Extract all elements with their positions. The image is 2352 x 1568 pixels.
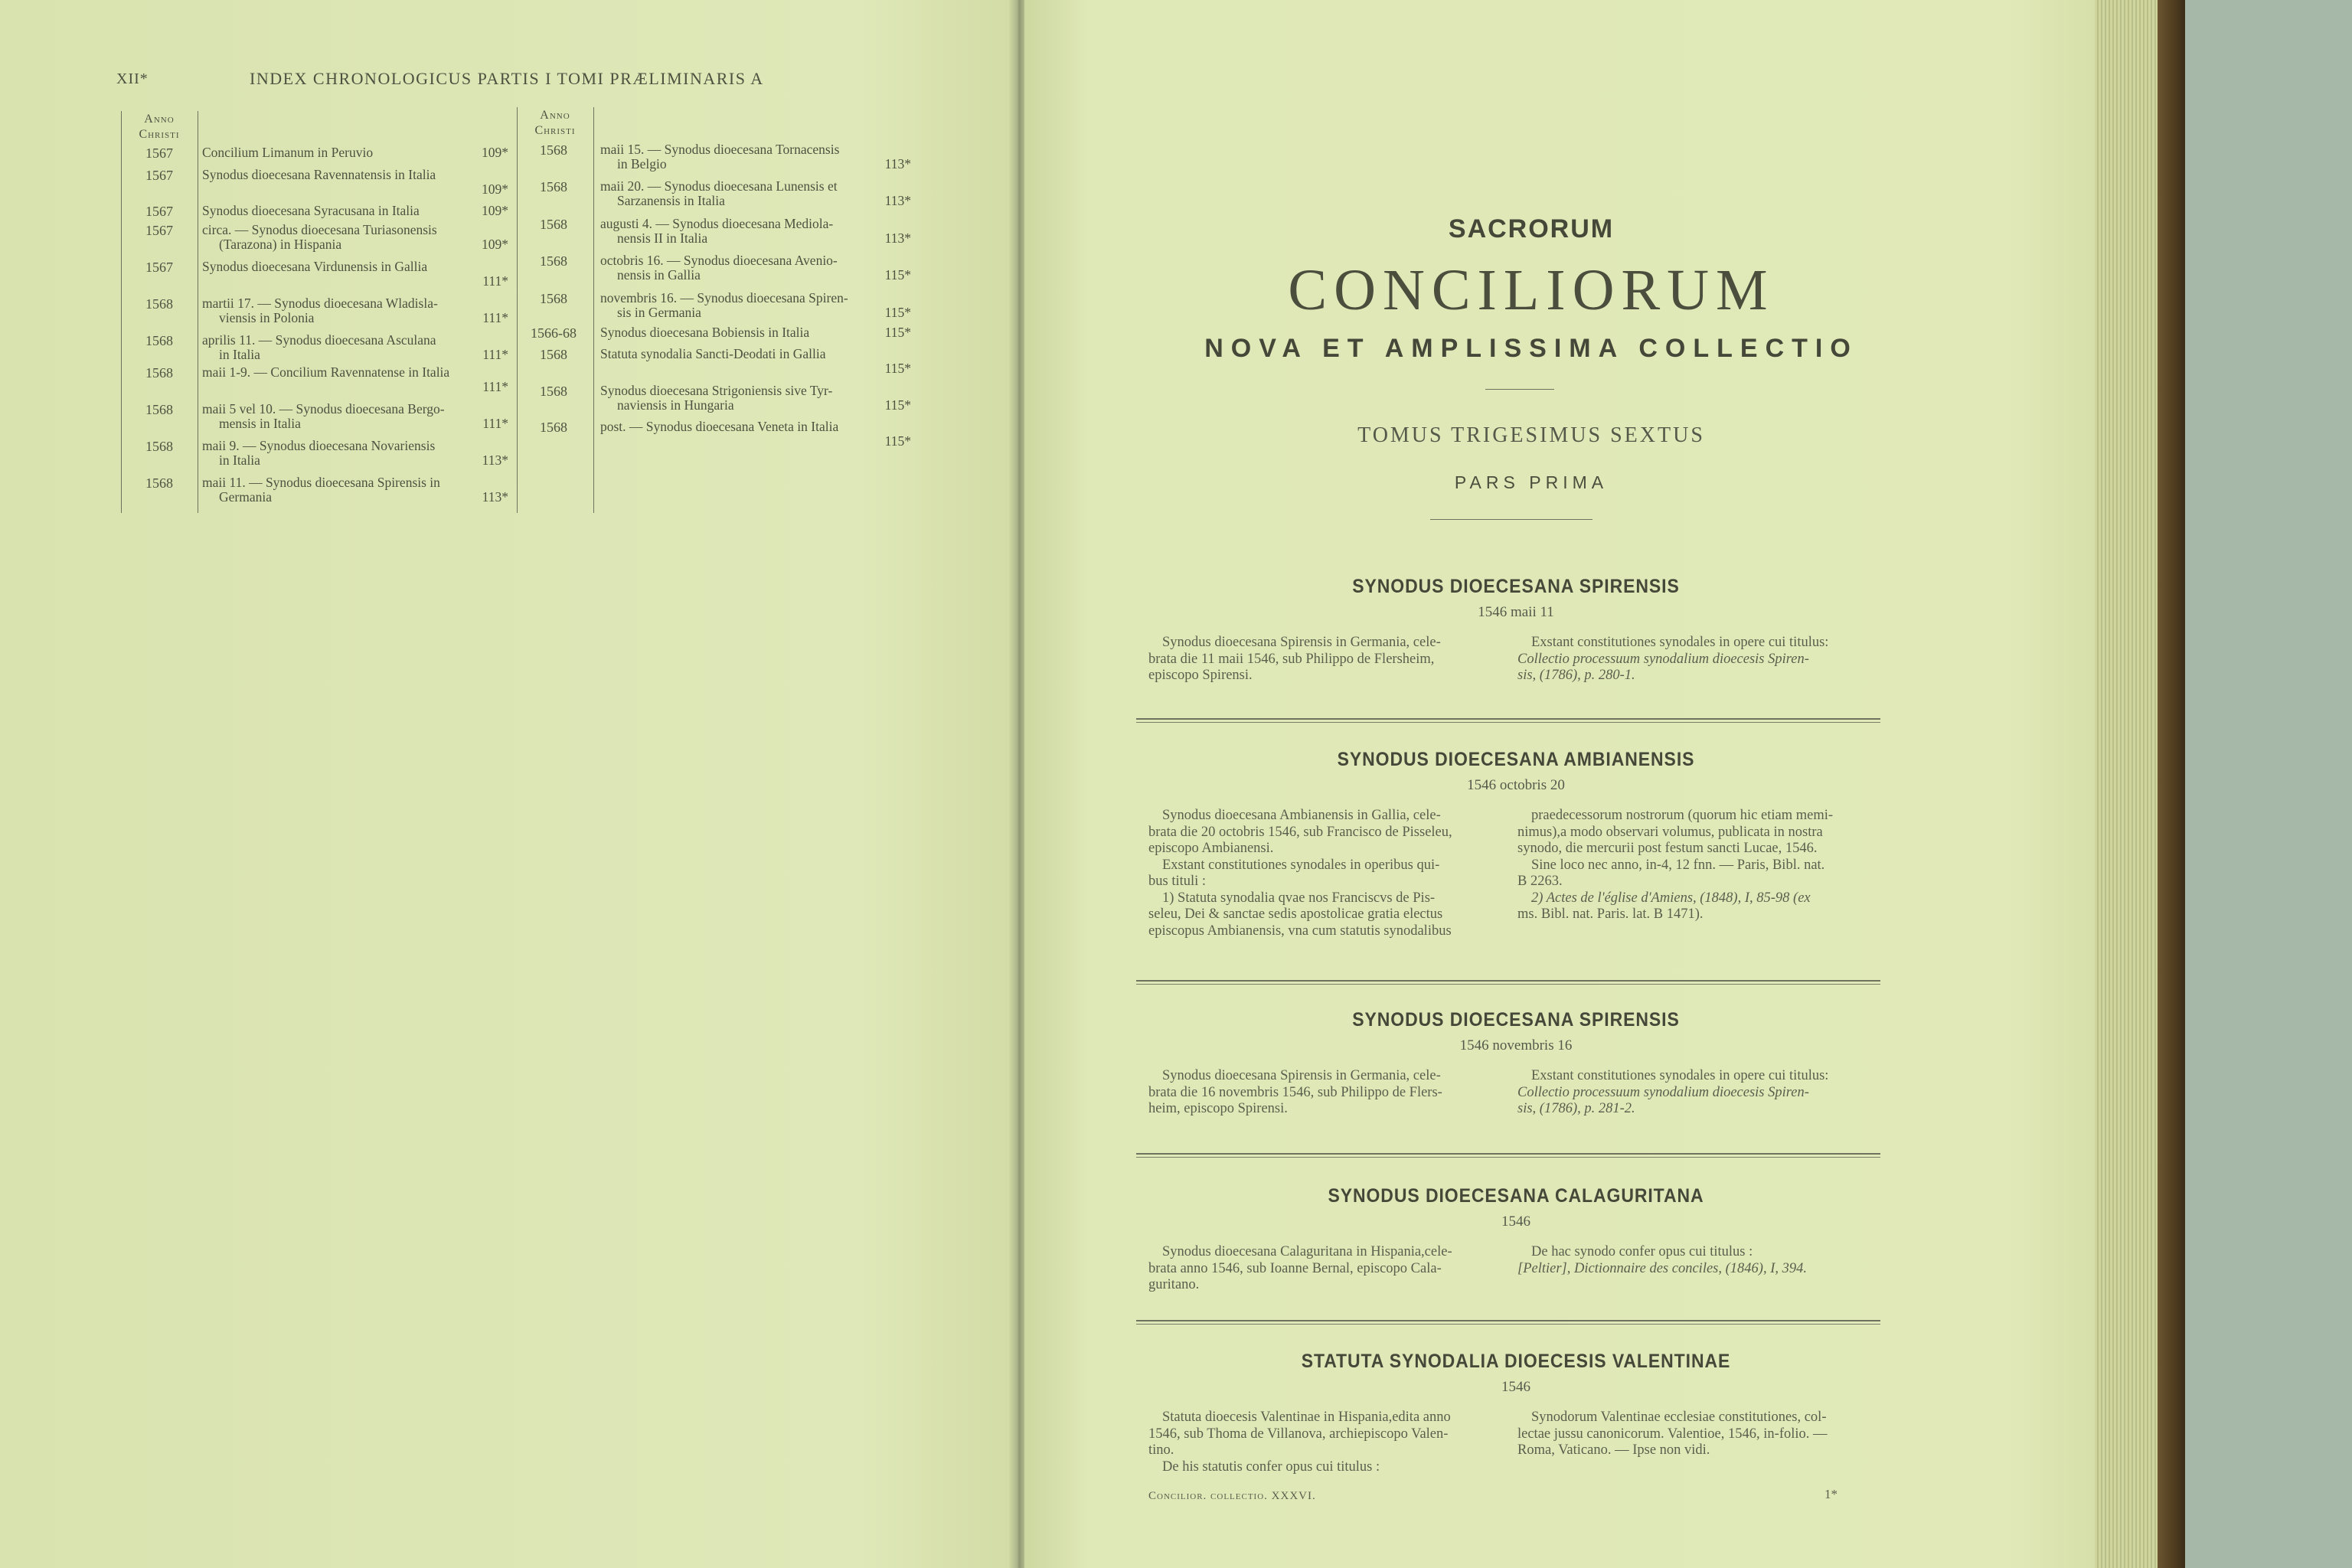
section-text-line: ms. Bibl. nat. Paris. lat. B 1471).: [1517, 906, 1704, 922]
index-entry-line: [600, 291, 911, 305]
index-entry-line: [202, 365, 508, 380]
index-entry: [600, 253, 911, 283]
index-entry-line: [202, 145, 508, 160]
index-entry-line: [600, 142, 911, 157]
index-entry: [600, 179, 911, 208]
index-year: 1566-68: [531, 325, 577, 341]
section-text-line: Statuta dioecesis Valentinae in Hispania,edita anno: [1162, 1410, 1451, 1425]
section-text-line: synodo, die mercurii post festum sancti Lucae, 1546.: [1517, 841, 1818, 856]
section-text-line: Sine loco nec anno, in-4, 12 fnn. — Paris, Bibl. nat.: [1531, 857, 1825, 873]
section-text-line: lectae jussu canonicorum. Valentioe, 1546, in-folio. —: [1517, 1426, 1828, 1442]
section-text-line: [Peltier], Dictionnaire des conciles, (1846), I, 394.: [1517, 1260, 1807, 1276]
section-text-line: sis, (1786), p. 280-1.: [1517, 668, 1635, 683]
section-text-line: Synodus dioecesana Spirensis in Germania, cele-: [1162, 635, 1441, 650]
index-entry-line: [202, 274, 508, 289]
section-text-line: nimus),a modo observari volumus, publicata in nostra: [1517, 824, 1823, 840]
index-entry-line: [202, 223, 508, 237]
index-entry: [600, 384, 911, 413]
index-entry-text: in Italia: [219, 347, 260, 362]
index-entry-line: [600, 253, 911, 268]
column-header-christi: Christi: [534, 124, 576, 137]
index-entry-line: [202, 439, 508, 453]
section-text-line: 2) Actes de l'église d'Amiens, (1848), I, 85-98 (ex: [1531, 890, 1811, 906]
index-entry: [202, 365, 508, 394]
section-title: SYNODUS DIOECESANA SPIRENSIS: [1352, 1009, 1680, 1031]
section-text-line: Exstant constitutiones synodales in opere cui titulus:: [1531, 635, 1829, 650]
section-date: 1546: [1501, 1214, 1530, 1230]
index-entry-text: sis in Germania: [617, 305, 701, 320]
index-page-ref: 113*: [884, 193, 911, 208]
index-entry-text: Concilium Limanum in Peruvio: [202, 145, 374, 160]
index-entry-text: post. — Synodus dioecesana Veneta in Italia: [600, 419, 839, 434]
section-text-line: Synodus dioecesana Ambianensis in Gallia, cele-: [1162, 808, 1441, 823]
section-title: STATUTA SYNODALIA DIOECESIS VALENTINAE: [1301, 1351, 1731, 1372]
index-year: 1568: [540, 420, 567, 435]
section-text-line: 1) Statuta synodalia qvae nos Franciscvs de Pis-: [1162, 890, 1436, 906]
section-text-line: praedecessorum nostrorum (quorum hic etiam memi-: [1531, 808, 1834, 823]
index-entry-text: Synodus dioecesana Strigoniensis sive Tyr-: [600, 383, 833, 398]
title-rule: [1485, 389, 1554, 390]
section-text-line: heim, episcopo Spirensi.: [1148, 1101, 1288, 1116]
part-rule: [1430, 519, 1592, 520]
section-text-line: episcopo Spirensi.: [1148, 668, 1253, 683]
section-text-line: guritano.: [1148, 1277, 1200, 1292]
index-entry-text: in Italia: [219, 452, 260, 468]
index-entry-line: [600, 384, 911, 398]
section-text-line: episcopus Ambianensis, vna cum statutis synodalibus: [1148, 923, 1452, 939]
index-entry-text: Sarzanensis in Italia: [617, 193, 725, 208]
index-entry-text: Synodus dioecesana Syracusana in Italia: [202, 203, 420, 218]
index-entry-line: [202, 296, 508, 311]
index-entry-text: maii 1-9. — Concilium Ravennatense in Italia: [202, 364, 450, 380]
index-entry-line: [202, 168, 508, 182]
index-entry: [600, 420, 911, 449]
section-text-line: Exstant constitutiones synodales in opere cui titulus:: [1531, 1068, 1829, 1083]
section-date: 1546 octobris 20: [1467, 777, 1565, 793]
index-page-ref: 113*: [884, 230, 911, 246]
index-entry-text: maii 5 vel 10. — Synodus dioecesana Bergo-: [202, 401, 445, 416]
index-entry-text: Synodus dioecesana Bobiensis in Italia: [600, 325, 810, 340]
section-text-line: bus tituli :: [1148, 874, 1207, 889]
index-page-ref: 111*: [482, 347, 508, 362]
index-entry-text: aprilis 11. — Synodus dioecesana Asculana: [202, 332, 436, 348]
index-year: 1568: [145, 296, 173, 312]
index-year: 1567: [145, 168, 173, 183]
section-text-line: brata die 16 novembris 1546, sub Philippo de Flers-: [1148, 1084, 1442, 1100]
section-text-line: brata anno 1546, sub Ioanne Bernal, episcopo Cala-: [1148, 1260, 1442, 1276]
index-entry-line: [600, 157, 911, 172]
index-entry-text: maii 9. — Synodus dioecesana Novariensis: [202, 438, 436, 453]
index-entry: [202, 439, 508, 468]
folio-number: XII*: [116, 70, 149, 87]
section-text-left: [1148, 1068, 1501, 1118]
index-entry-text: octobris 16. — Synodus dioecesana Avenio-: [600, 253, 838, 268]
section-text-left: [1148, 808, 1501, 939]
running-head: INDEX CHRONOLOGICUS PARTIS I TOMI PRÆLIMINARIS A: [250, 69, 764, 88]
index-page-ref: 113*: [884, 156, 911, 172]
index-entry-text: nensis in Gallia: [617, 267, 701, 283]
index-entry-line: [600, 179, 911, 194]
index-year: 1568: [540, 291, 567, 306]
index-year: 1568: [540, 384, 567, 399]
index-entry-line: [202, 380, 508, 394]
index-entry: [202, 402, 508, 431]
index-entry: [202, 475, 508, 505]
index-year: 1568: [540, 142, 567, 158]
index-year: 1568: [540, 217, 567, 232]
index-page-ref: 113*: [482, 489, 508, 505]
book-cover: [2158, 0, 2185, 1568]
table-divider-3: [593, 107, 594, 513]
section-text-right: [1517, 635, 1870, 684]
index-entry-line: [600, 361, 911, 376]
index-entry-line: [600, 305, 911, 320]
section-divider: [1136, 718, 1880, 723]
index-entry: [202, 204, 508, 218]
index-year: 1568: [540, 179, 567, 194]
index-entry-line: [600, 268, 911, 283]
section-text-line: Roma, Vaticano. — Ipse non vidi.: [1517, 1442, 1710, 1458]
section-text-right: [1517, 1244, 1870, 1277]
section-text-line: brata die 20 octobris 1546, sub Francisco de Pisseleu,: [1148, 824, 1452, 840]
section-text-line: De hac synodo confer opus cui titulus :: [1531, 1244, 1753, 1259]
section-text-line: Synodus dioecesana Spirensis in Germania, cele-: [1162, 1068, 1441, 1083]
volume-title: TOMUS TRIGESIMUS SEXTUS: [1357, 423, 1705, 447]
index-entry-line: [202, 348, 508, 362]
column-header-christi: Christi: [139, 128, 180, 141]
section-text-line: Synodus dioecesana Calaguritana in Hispania,cele-: [1162, 1244, 1452, 1259]
index-entry-text: maii 11. — Synodus dioecesana Spirensis in: [202, 475, 440, 490]
index-entry-line: [600, 194, 911, 208]
index-year: 1567: [145, 145, 173, 161]
index-page-ref: 115*: [884, 397, 911, 413]
index-entry-text: (Tarazona) in Hispania: [219, 237, 342, 252]
column-header-anno: Anno: [144, 113, 175, 126]
index-entry-line: [600, 420, 911, 434]
section-text-line: sis, (1786), p. 281-2.: [1517, 1101, 1635, 1116]
section-text-line: episcopo Ambianensi.: [1148, 841, 1274, 856]
index-entry-line: [202, 182, 508, 197]
index-entry: [202, 333, 508, 362]
index-entry-line: [600, 347, 911, 361]
section-text-right: [1517, 1068, 1870, 1118]
index-entry-text: circa. — Synodus dioecesana Turiasonensis: [202, 222, 437, 237]
index-entry-line: [202, 402, 508, 416]
index-entry-text: naviensis in Hungaria: [617, 397, 734, 413]
column-header-2: [518, 108, 592, 139]
index-entry-text: Germania: [219, 489, 272, 505]
section-text-line: Collectio processuum synodalium dioecesis Spiren-: [1517, 1084, 1809, 1100]
index-entry: [600, 142, 911, 172]
index-entry-line: [202, 490, 508, 505]
index-entry: [202, 223, 508, 252]
index-page-ref: 111*: [482, 379, 508, 394]
section-text-line: B 2263.: [1517, 874, 1563, 889]
index-entry-text: viensis in Polonia: [219, 310, 315, 325]
index-page-ref: 109*: [482, 181, 508, 197]
section-text-line: tino.: [1148, 1442, 1174, 1458]
index-page-ref: 109*: [482, 203, 508, 218]
index-entry-line: [600, 231, 911, 246]
section-text-left: [1148, 635, 1501, 684]
section-text-line: De his statutis confer opus cui titulus :: [1162, 1459, 1380, 1475]
index-page-ref: 115*: [884, 305, 911, 320]
section-text-line: Collectio processuum synodalium dioecesis Spiren-: [1517, 651, 1809, 667]
index-entry-text: novembris 16. — Synodus dioecesana Spiren-: [600, 290, 848, 305]
section-date: 1546: [1501, 1379, 1530, 1395]
index-entry-text: Synodus dioecesana Ravennatensis in Italia: [202, 167, 436, 182]
index-page-ref: 115*: [884, 325, 911, 340]
index-entry-line: [202, 453, 508, 468]
section-text-left: [1148, 1410, 1501, 1475]
index-entry-line: [202, 475, 508, 490]
index-page-ref: 109*: [482, 237, 508, 252]
table-divider-2: [517, 107, 518, 513]
section-title: SYNODUS DIOECESANA CALAGURITANA: [1328, 1185, 1704, 1207]
index-entry: [202, 168, 508, 197]
section-text-line: Exstant constitutiones synodales in operibus qui-: [1162, 857, 1440, 873]
index-entry-line: [202, 260, 508, 274]
section-text-line: 1546, sub Thoma de Villanova, archiepiscopo Valen-: [1148, 1426, 1449, 1442]
index-page-ref: 115*: [884, 433, 911, 449]
index-entry-line: [600, 398, 911, 413]
index-entry-text: mensis in Italia: [219, 416, 301, 431]
index-entry-text: Statuta synodalia Sancti-Deodati in Gallia: [600, 346, 826, 361]
footer-number: 1*: [1824, 1487, 1838, 1501]
index-year: 1568: [145, 365, 173, 381]
index-year: 1567: [145, 204, 173, 219]
index-entry: [600, 325, 911, 340]
index-page-ref: 115*: [884, 361, 911, 376]
index-entry-text: maii 20. — Synodus dioecesana Lunensis et: [600, 178, 838, 194]
index-page-ref: 111*: [482, 273, 508, 289]
index-entry: [600, 217, 911, 246]
title-sacrorum: SACRORUM: [1448, 214, 1615, 243]
index-entry-text: augusti 4. — Synodus dioecesana Mediola-: [600, 216, 834, 231]
index-page-ref: 109*: [482, 145, 508, 160]
page-edges: [2095, 0, 2158, 1568]
index-entry-line: [600, 325, 911, 340]
column-header-anno: Anno: [540, 109, 570, 122]
title-conciliorum: CONCILIORUM: [1288, 258, 1775, 322]
index-year: 1568: [145, 402, 173, 417]
footer-signature: Concilior. collectio. XXXVI.: [1148, 1490, 1316, 1502]
section-title: SYNODUS DIOECESANA AMBIANENSIS: [1337, 749, 1695, 770]
index-entry: [600, 291, 911, 320]
index-entry-text: nensis II in Italia: [617, 230, 708, 246]
index-year: 1568: [145, 475, 173, 491]
section-date: 1546 maii 11: [1478, 604, 1554, 620]
column-header-1: [122, 112, 196, 142]
index-page-ref: 111*: [482, 310, 508, 325]
section-divider: [1136, 980, 1880, 985]
index-year: 1568: [540, 347, 567, 362]
index-year: 1568: [145, 333, 173, 348]
index-entry-line: [202, 204, 508, 218]
section-text-line: brata die 11 maii 1546, sub Philippo de Flersheim,: [1148, 651, 1435, 667]
section-text-right: [1517, 1410, 1870, 1459]
index-entry: [202, 260, 508, 289]
index-entry-text: maii 15. — Synodus dioecesana Tornacensis: [600, 142, 840, 157]
section-text-line: Synodorum Valentinae ecclesiae constitutiones, col-: [1531, 1410, 1827, 1425]
section-divider: [1136, 1320, 1880, 1325]
title-nova-collectio: NOVA ET AMPLISSIMA COLLECTIO: [1204, 334, 1858, 363]
section-title: SYNODUS DIOECESANA SPIRENSIS: [1352, 576, 1680, 597]
index-page-ref: 111*: [482, 416, 508, 431]
background: [2185, 0, 2352, 1568]
index-year: 1567: [145, 260, 173, 275]
index-entry-text: in Belgio: [617, 156, 667, 172]
section-text-right: [1517, 808, 1870, 923]
index-year: 1568: [540, 253, 567, 269]
index-year: 1567: [145, 223, 173, 238]
index-entry: [202, 296, 508, 325]
index-page-ref: 115*: [884, 267, 911, 283]
section-text-left: [1148, 1244, 1501, 1294]
index-year: 1568: [145, 439, 173, 454]
part-title: PARS PRIMA: [1454, 472, 1609, 492]
index-entry-line: [202, 416, 508, 431]
section-divider: [1136, 1153, 1880, 1158]
index-entry-line: [202, 311, 508, 325]
index-entry-line: [600, 434, 911, 449]
index-entry-line: [202, 333, 508, 348]
index-entry-line: [600, 217, 911, 231]
index-entry-line: [202, 237, 508, 252]
section-text-line: seleu, Dei & sanctae sedis apostolicae gratia electus: [1148, 906, 1443, 922]
index-page-ref: 113*: [482, 452, 508, 468]
index-entry: [600, 347, 911, 376]
table-border-left: [121, 111, 122, 513]
index-entry-text: martii 17. — Synodus dioecesana Wladisla-: [202, 296, 438, 311]
index-entry-text: Synodus dioecesana Virdunensis in Gallia: [202, 259, 428, 274]
index-entry: [202, 145, 508, 160]
section-date: 1546 novembris 16: [1459, 1037, 1573, 1054]
